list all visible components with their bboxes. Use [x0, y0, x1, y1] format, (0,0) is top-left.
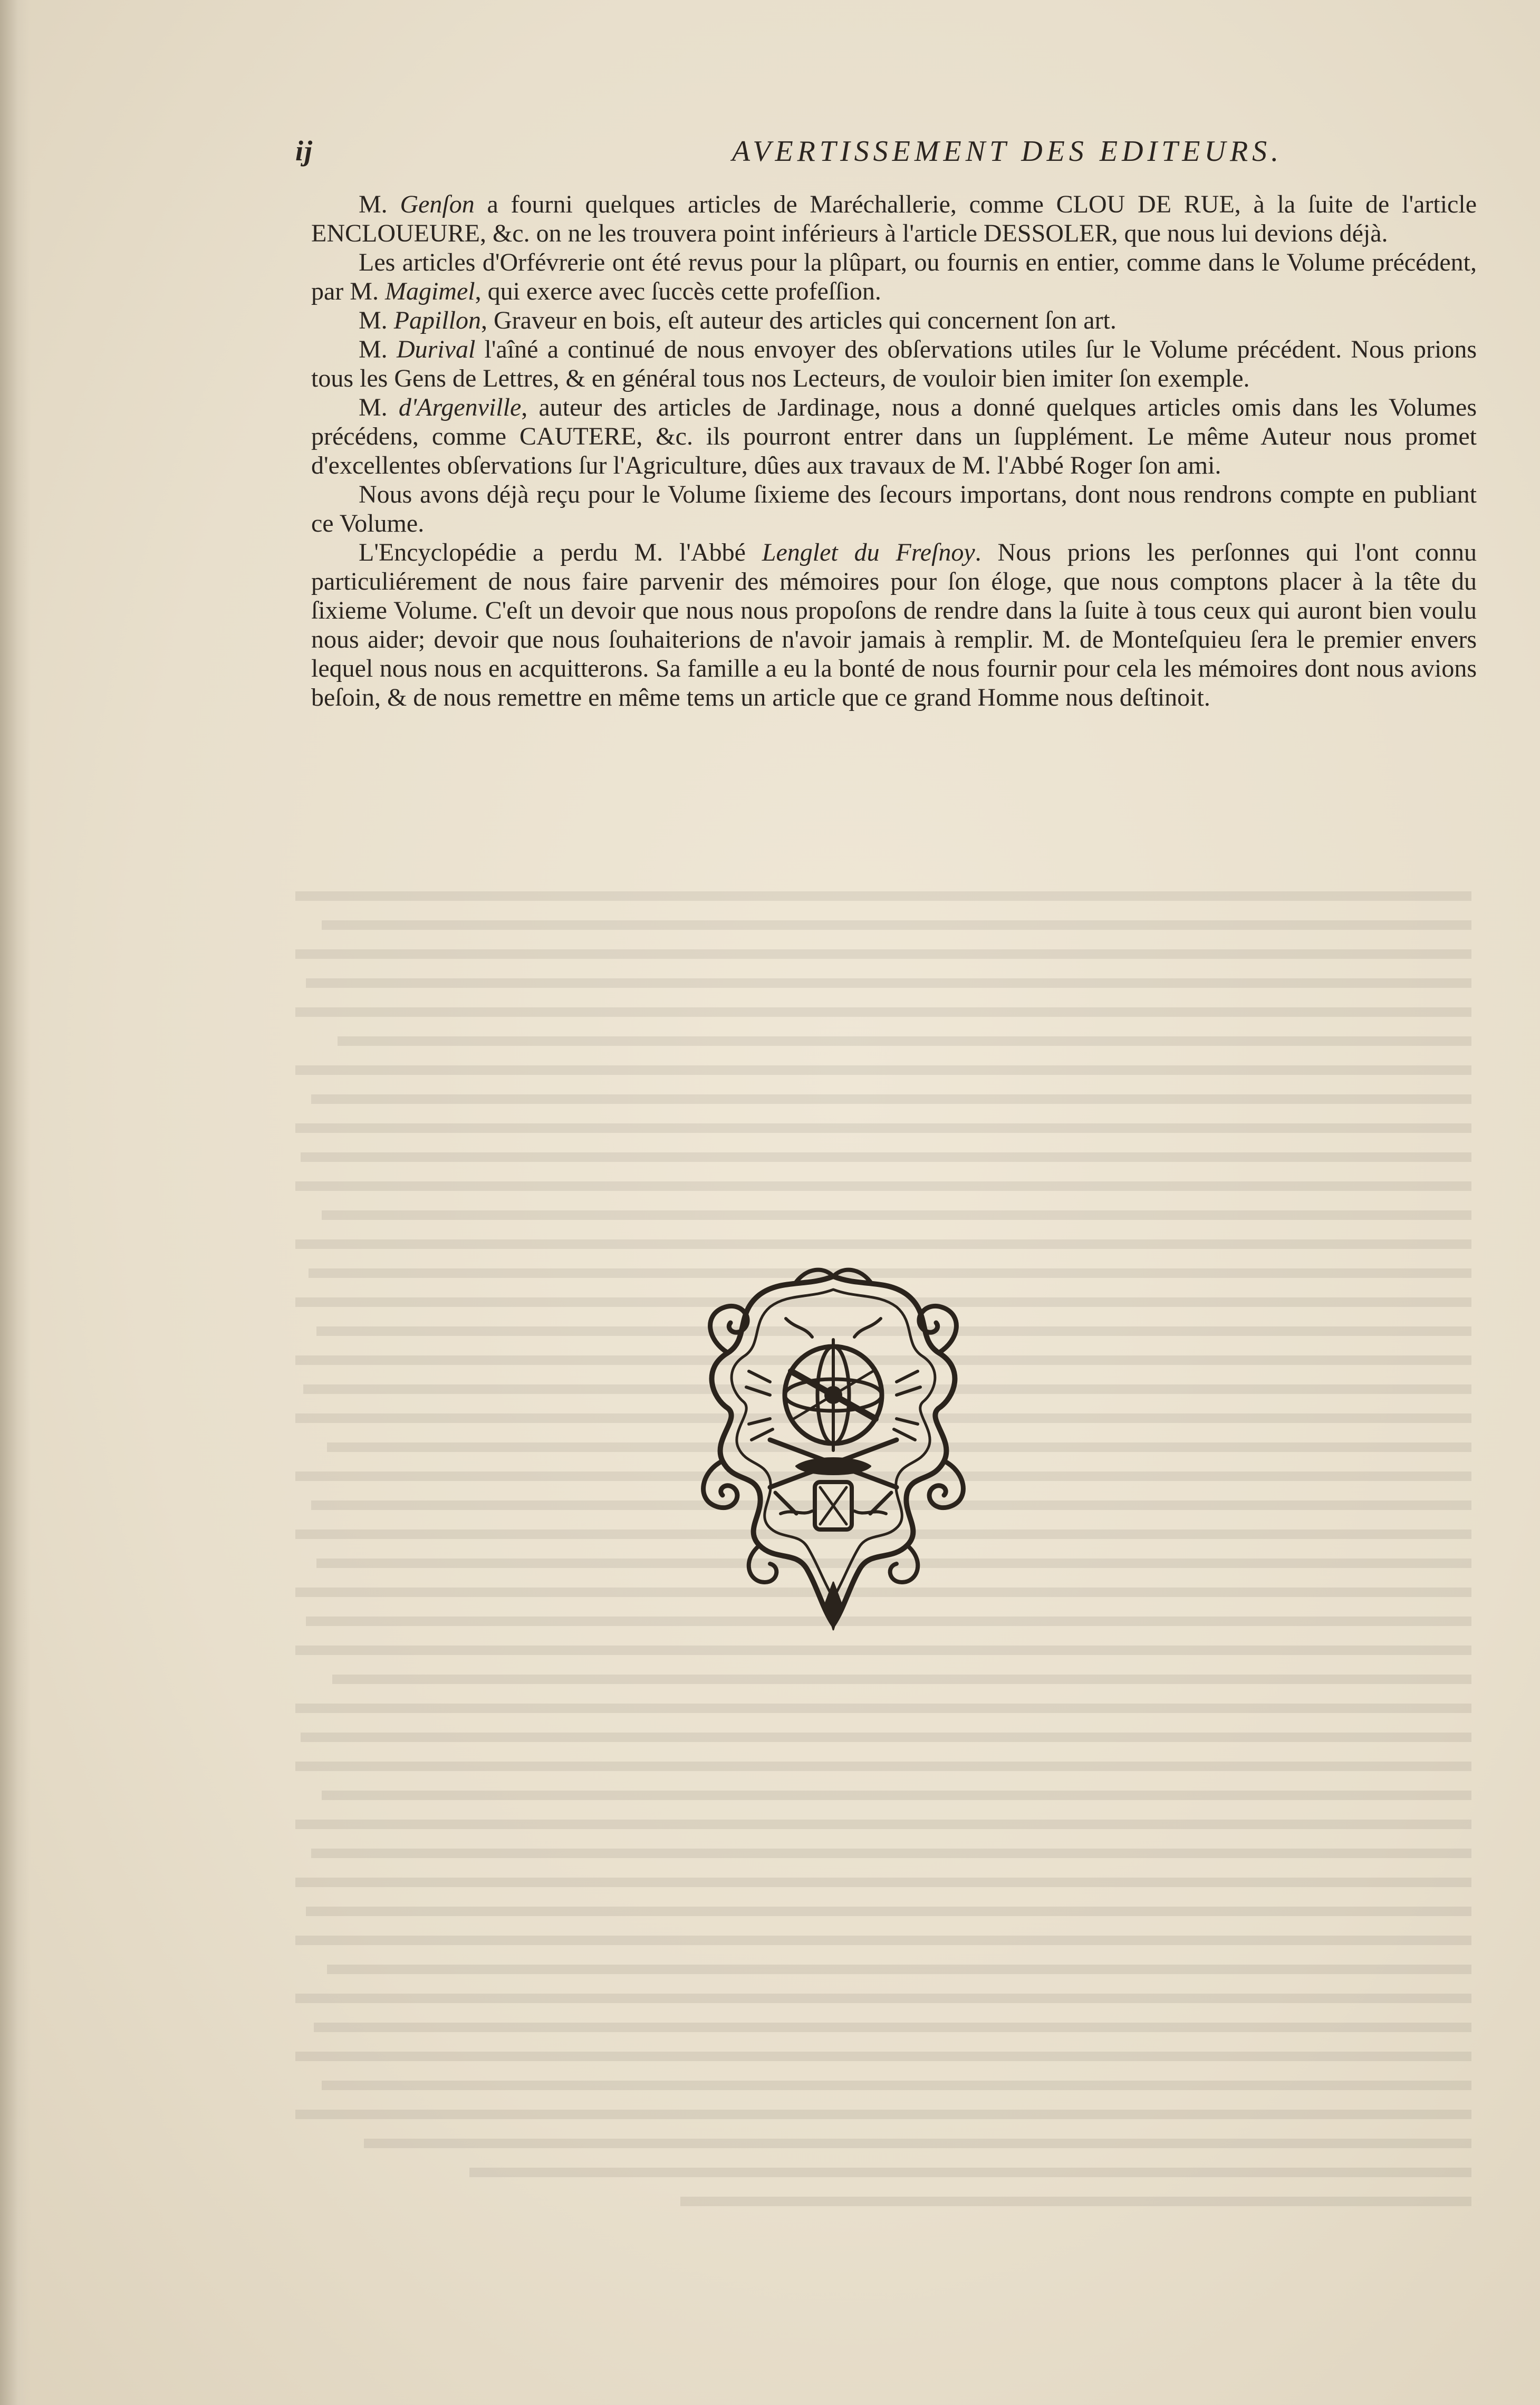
- paragraph: M. Durival l'aîné a continué de nous envoyer des obſervations utiles ſur le Volume précédent. Nous prions tous les Gens de Lettres, & en général tous nos Lecteurs, de vouloir bien imiter ſon exemple.: [311, 335, 1477, 392]
- page-header: [295, 134, 1487, 177]
- page-number: ij: [295, 135, 314, 167]
- paragraph: L'Encyclopédie a perdu M. l'Abbé Lenglet du Freſnoy. Nous prions les perſonnes qui l'ont connu particuliérement de nous faire parvenir des mémoires pour ſon éloge, que nous comptons placer à la tête du ſixieme Volume. C'eſt un devoir que nous nous propoſons de rendre dans la ſuite à tous ceux qui auront bien voulu nous aider; devoir que nous ſouhaiterions de n'avoir jamais à remplir. M. de Monteſquieu ſera le premier envers lequel nous nous en acquitterons. Sa famille a eu la bonté de nous fournir pour cela les mémoires dont nous avions beſoin, & de nous remettre en même tems un article que ce grand Homme nous deſtinoit.: [311, 538, 1477, 711]
- body-text: [311, 190, 1477, 712]
- armillary-sphere-vignette-icon: [691, 1266, 976, 1635]
- paragraph: M. Papillon, Graveur en bois, eſt auteur des articles qui concernent ſon art.: [359, 306, 1116, 334]
- paragraph: Les articles d'Orfévrerie ont été revus pour la plûpart, ou fournis en entier, comme dans le Volume précédent, par M. Magimel, qui exerce avec ſuccès cette profeſſion.: [311, 248, 1477, 305]
- paragraph: M. Genſon a fourni quelques articles de Maréchallerie, comme CLOU DE RUE, à la ſuite de l'article ENCLOUEURE, &c. on ne les trouvera point inférieurs à l'article DESSOLER, que nous lui devions déjà.: [311, 190, 1477, 247]
- running-title: AVERTISSEMENT DES EDITEURS.: [732, 135, 1283, 168]
- paragraph: Nous avons déjà reçu pour le Volume ſixieme des ſecours importans, dont nous rendrons compte en publiant ce Volume.: [311, 480, 1477, 537]
- binding-edge: [0, 0, 31, 2405]
- paragraph: M. d'Argenville, auteur des articles de Jardinage, nous a donné quelques articles omis dans les Volumes précédens, comme CAUTERE, &c. ils pourront entrer dans un ſupplément. Le même Auteur nous promet d'excellentes obſervations ſur l'Agriculture, dûes aux travaux de M. l'Abbé Roger ſon ami.: [311, 393, 1477, 479]
